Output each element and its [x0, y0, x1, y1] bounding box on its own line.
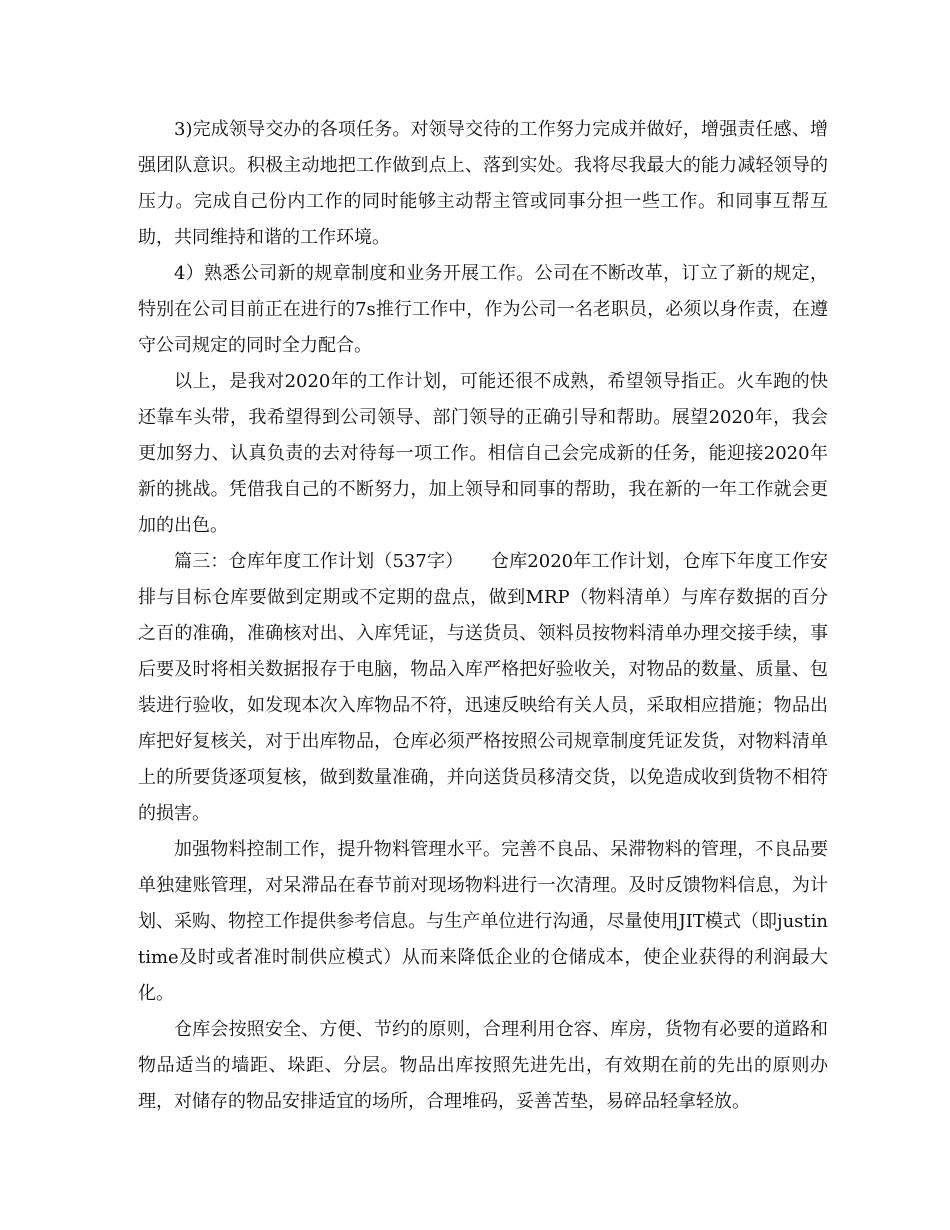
document-body [138, 112, 828, 1120]
paragraph-material-control: 加强物料控制工作，提升物料管理水平。完善不良品、呆滞物料的管理，不良品要单独建账管理，对呆滞品在春节前对现场物料进行一次清理。及时反馈物料信息，为计划、采购、物控工作提供参考信息。与生产单位进行沟通，尽量使用JIT模式（即justintime及时或者准时制供应模式）从而来降低企业的仓储成本，使企业获得的利润最大化。 [138, 839, 828, 1004]
paragraph-summary: 以上，是我对2020年的工作计划，可能还很不成熟，希望领导指正。火车跑的快还靠车头带，我希望得到公司领导、部门领导的正确引导和帮助。展望2020年，我会更加努力、认真负责的去对待每一项工作。相信自己会完成新的任务，能迎接2020年新的挑战。凭借我自己的不断努力，加上领导和同事的帮助，我在新的一年工作就会更加的出色。 [138, 371, 828, 536]
paragraph-warehouse-plan: 篇三：仓库年度工作计划（537字） 仓库2020年工作计划，仓库下年度工作安排与目标仓库要做到定期或不定期的盘点，做到MRP（物料清单）与库存数据的百分之百的准确，准确核对出、入库凭证，与送货员、领料员按物料清单办理交接手续，事后要及时将相关数据报存于电脑，物品入库严格把好验收关，对物品的数量、质量、包装进行验收，如发现本次入库物品不符，迅速反映给有关人员，采取相应措施；物品出库把好复核关，对于出库物品，仓库必须严格按照公司规章制度凭证发货，对物料清单上的所要货逐项复核，做到数量准确，并向送货员移清交货，以免造成收到货物不相符的损害。 [138, 551, 828, 824]
paragraph-company-rules: 4）熟悉公司新的规章制度和业务开展工作。公司在不断改革，订立了新的规定，特别在公司目前正在进行的7s推行工作中，作为公司一名老职员，必须以身作责，在遵守公司规定的同时全力配合。 [138, 263, 828, 356]
paragraph-task-completion: 3)完成领导交办的各项任务。对领导交待的工作努力完成并做好，增强责任感、增强团队意识。积极主动地把工作做到点上、落到实处。我将尽我最大的能力减轻领导的压力。完成自己份内工作的同时能够主动帮主管或同事分担一些工作。和同事互帮互助，共同维持和谐的工作环境。 [138, 119, 828, 248]
paragraph-warehouse-principles: 仓库会按照安全、方便、节约的原则，合理利用仓容、库房，货物有必要的道路和物品适当的墙距、垛距、分层。物品出库按照先进先出，有效期在前的先出的原则办理，对储存的物品安排适宜的场所，合理堆码，妥善苫垫，易碎品轻拿轻放。 [138, 1019, 828, 1112]
